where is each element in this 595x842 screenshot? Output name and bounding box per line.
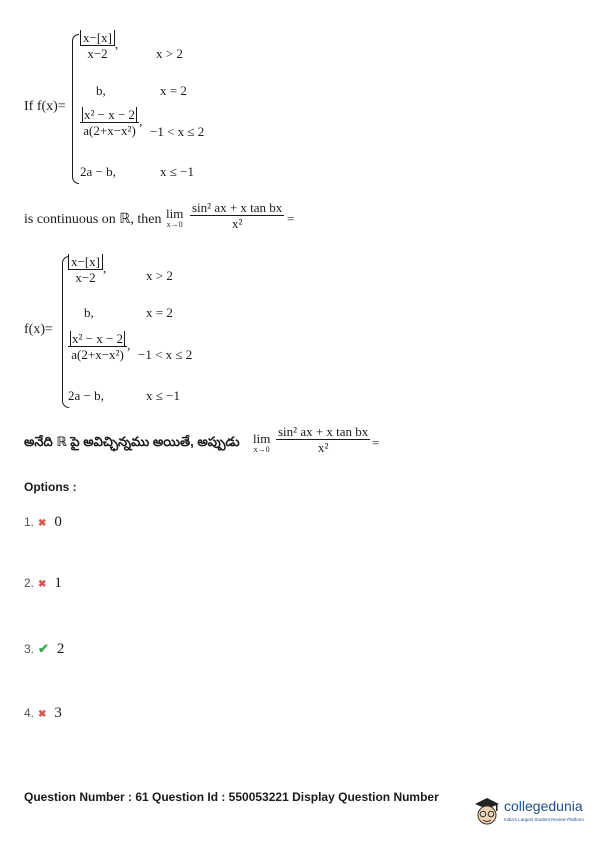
case1-condition: x > 2 [156, 46, 183, 61]
function-label-te: f(x)= [24, 322, 53, 337]
case3-condition: −1 < x ≤ 2 [150, 124, 205, 139]
brand-tagline: India's Largest Student Review Platform [504, 817, 584, 822]
brand-name: collegedunia [504, 798, 583, 814]
equals-sign: = [287, 211, 295, 226]
cross-icon: ✖ [38, 709, 47, 720]
limit-operator-te: lim x→0 [253, 431, 271, 454]
limit-fraction: $\frac{\text{sin² ax + x tan bx}}{\text{x²}}$ [192, 200, 283, 231]
function-label: If f(x)= [24, 99, 66, 114]
case4-condition-te: x ≤ −1 [146, 388, 180, 403]
case2-value-te: b, [84, 305, 94, 320]
continuity-text: is continuous on ℝ, then [24, 212, 162, 227]
case3-expression-te: $\frac{\text{x² − x − 2}}{\text{a(2+x−x²)}}$ , [68, 331, 130, 362]
check-icon: ✔ [38, 641, 49, 656]
case1-condition-te: x > 2 [146, 268, 173, 283]
case4-value: 2a − b, [80, 164, 116, 179]
continuity-text-te: అనేది ℝ పై అవిచ్ఛిన్నము అయితే, అప్పుడు [24, 434, 240, 449]
case4-value-te: 2a − b, [68, 388, 104, 403]
brace [72, 34, 79, 184]
cross-icon: ✖ [38, 579, 47, 590]
question-footer: Question Number : 61 Question Id : 550053221 Display Question Number [24, 790, 439, 804]
case2-value: b, [96, 83, 106, 98]
option-3[interactable]: 3. ✔ 2 [24, 641, 65, 657]
case1-expression: $\frac{x-[x]}{x-2}$ , [80, 30, 118, 61]
equals-sign-te: = [372, 435, 380, 450]
case4-condition: x ≤ −1 [160, 164, 194, 179]
cross-icon: ✖ [38, 518, 47, 529]
collegedunia-logo[interactable] [472, 795, 588, 831]
options-heading: Options : [24, 480, 77, 494]
case3-condition-te: −1 < x ≤ 2 [138, 347, 193, 362]
option-1[interactable]: 1. ✖ 0 [24, 514, 62, 530]
case3-expression: $\frac{\text{x² − x − 2}}{\text{a(2+x−x²)}}$ , [80, 107, 142, 138]
case2-condition-te: x = 2 [146, 305, 173, 320]
limit-operator: lim x→0 [166, 206, 184, 229]
case2-condition: x = 2 [160, 83, 187, 98]
option-4[interactable]: 4. ✖ 3 [24, 705, 62, 721]
case1-expression-te: $\frac{x-[x]}{x-2}$ , [68, 254, 106, 285]
limit-fraction-te: $\frac{\text{sin² ax + x tan bx}}{\text{x²}}$ [278, 424, 369, 455]
option-2[interactable]: 2. ✖ 1 [24, 575, 62, 591]
mascot-icon [472, 795, 502, 829]
